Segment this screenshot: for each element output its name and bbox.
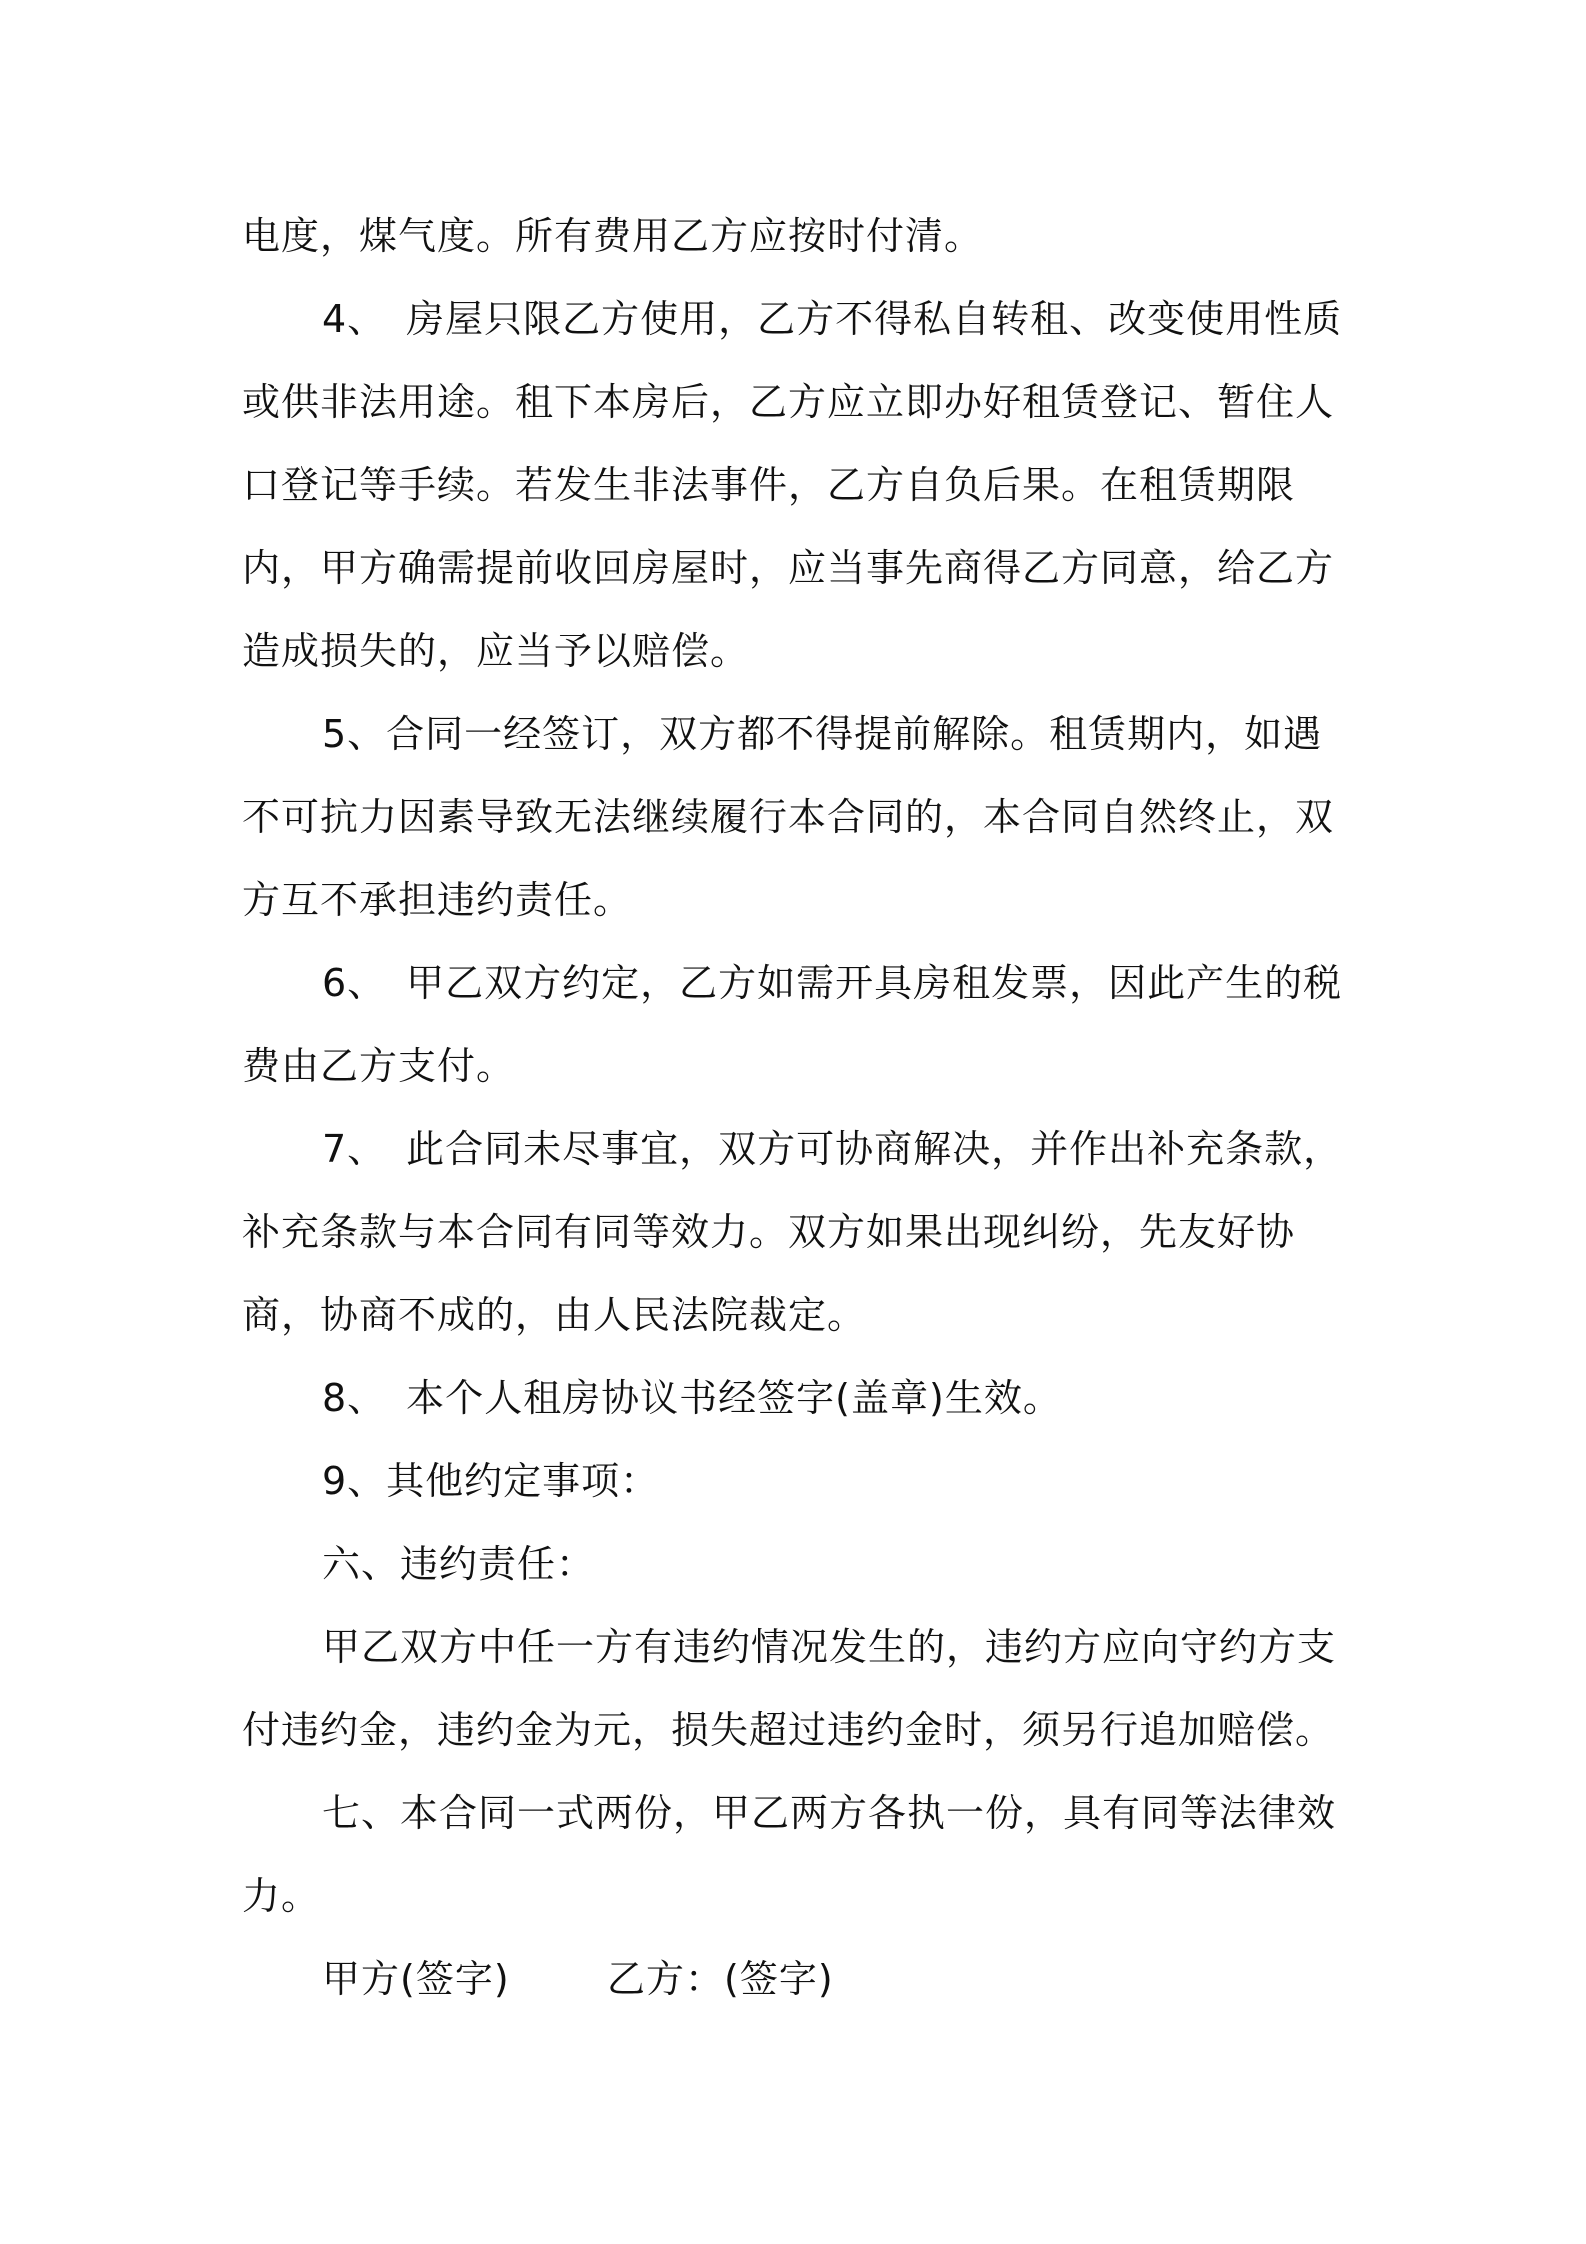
section-heading-copies: 七、本合同一式两份，甲乙两方各执一份，具有同等法律效力。 [242, 1791, 1337, 1918]
paragraph-item-4: 4、 房屋只限乙方使用，乙方不得私自转租、改变使用性质或供非法用途。租下本房后，乙方应立即办好租赁登记、暂住人口登记等手续。若发生非法事件，乙方自负后果。在租赁期限内，甲方确需提前收回房屋时，应当事先商得乙方同意，给乙方造成损失的，应当予以赔偿。 [242, 297, 1343, 673]
signature-line [242, 1938, 1357, 2021]
section-heading-breach: 六、违约责任： [322, 1542, 596, 1586]
paragraph-item-6: 6、 甲乙双方约定，乙方如需开具房租发票，因此产生的税费由乙方支付。 [242, 961, 1343, 1088]
party-a-signature-label: 甲方(签字) [322, 1957, 510, 2001]
paragraph-item-9: 9、其他约定事项： [322, 1459, 660, 1503]
contract-body [242, 195, 1357, 2021]
party-b-signature-label: 乙方：(签字) [607, 1957, 834, 2001]
paragraph-item-8: 8、 本个人租房协议书经签字(盖章)生效。 [322, 1376, 1062, 1420]
paragraph-continuation: 电度，煤气度。所有费用乙方应按时付清。 [242, 214, 984, 258]
paragraph-item-5: 5、合同一经签订，双方都不得提前解除。租赁期内，如遇不可抗力因素导致无法继续履行本合同的，本合同自然终止，双方互不承担违约责任。 [242, 712, 1335, 922]
paragraph-breach-liability: 甲乙双方中任一方有违约情况发生的，违约方应向守约方支付违约金，违约金为元，损失超过违约金时，须另行追加赔偿。 [242, 1625, 1337, 1752]
paragraph-item-7: 7、 此合同未尽事宜，双方可协商解决，并作出补充条款，补充条款与本合同有同等效力。双方如果出现纠纷，先友好协商，协商不成的，由人民法院裁定。 [242, 1127, 1343, 1337]
